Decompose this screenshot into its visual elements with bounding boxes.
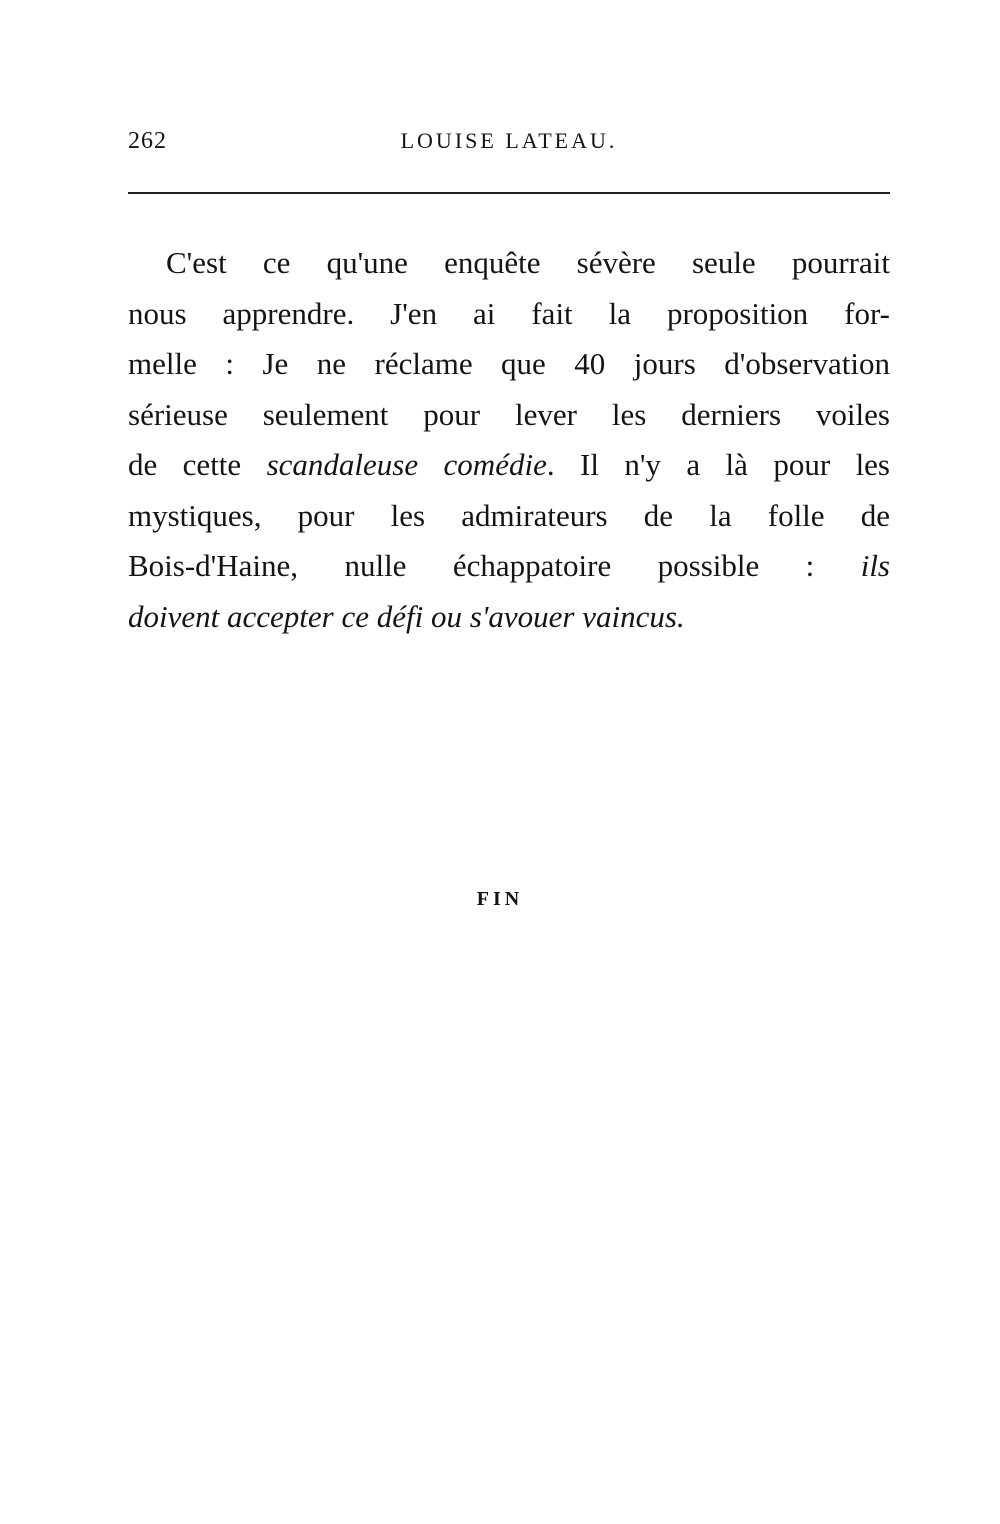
italic-phrase: ils xyxy=(860,548,890,583)
running-title: LOUISE LATEAU. xyxy=(400,128,618,153)
text-segment: . Il n'y a là pour les xyxy=(546,447,891,482)
text-segment: Bois-d'Haine, nulle échappatoire possible : xyxy=(128,548,861,583)
page-number: 262 xyxy=(128,128,167,154)
text-line: melle : Je ne réclame que 40 jours d'observation xyxy=(128,346,890,381)
end-mark: FIN xyxy=(476,888,524,910)
italic-phrase: scandaleuse comédie xyxy=(266,447,547,482)
text-line: mystiques, pour les admirateurs de la folle de xyxy=(128,497,890,533)
italic-line: doivent accepter ce défi ou s'avouer vaincus. xyxy=(128,598,685,634)
page-header xyxy=(128,128,890,162)
text-line: nous apprendre. J'en ai fait la proposition for- xyxy=(128,295,890,331)
text-line: sérieuse seulement pour lever les derniers voiles xyxy=(128,396,890,432)
text-line xyxy=(128,541,890,592)
text-segment: de cette xyxy=(128,447,267,482)
body-paragraph xyxy=(128,238,890,642)
text-line xyxy=(128,440,890,491)
text-line: C'est ce qu'une enquête sévère seule pourrait xyxy=(166,245,890,280)
header-rule xyxy=(128,192,890,194)
